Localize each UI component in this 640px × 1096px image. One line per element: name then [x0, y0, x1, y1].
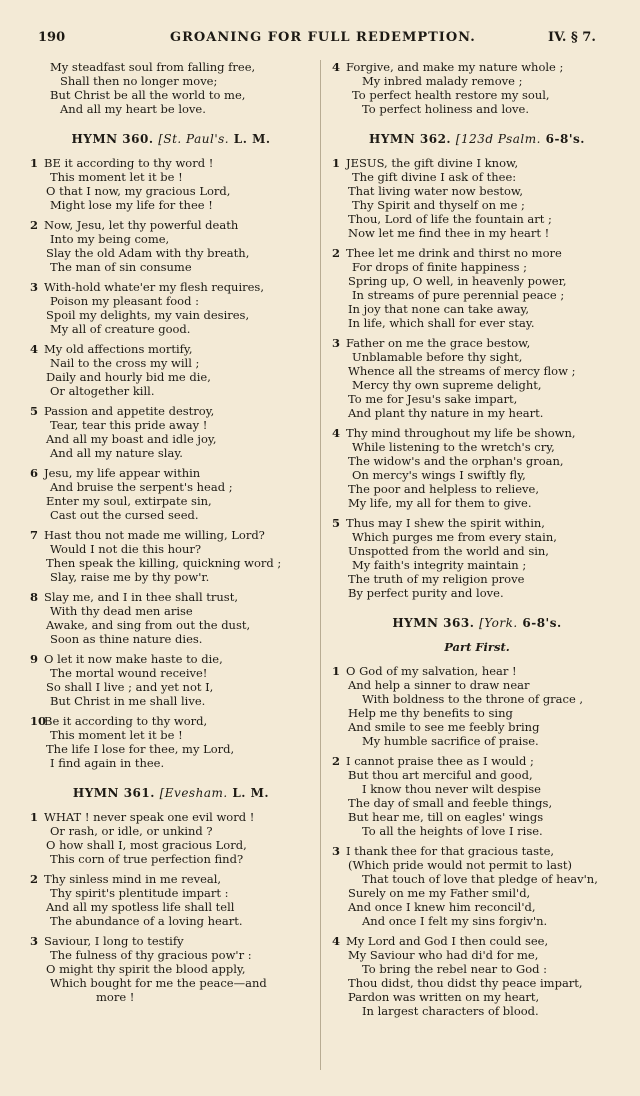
verse-line: My Lord and God I then could see,	[346, 934, 549, 948]
verse-line: In streams of pure perennial peace ;	[352, 288, 565, 302]
verse-number: 3	[30, 934, 39, 948]
verse-line: The gift divine I ask of thee:	[352, 170, 517, 184]
verse-number: 6	[30, 466, 39, 480]
page-number: 190	[38, 30, 66, 45]
verse-line: The day of small and feeble things,	[348, 796, 553, 810]
verse-number: 3	[30, 280, 39, 294]
verse-line: Or rash, or idle, or unkind ?	[50, 824, 213, 838]
verse	[30, 872, 312, 928]
verse-line: My old affections mortify,	[44, 342, 193, 356]
verse-line: JESUS, the gift divine I know,	[346, 156, 519, 170]
verse-line: The life I lose for thee, my Lord,	[46, 742, 235, 756]
verse-number: 9	[30, 652, 39, 666]
verse	[332, 664, 622, 748]
verse-line: Then speak the killing, quickning word ;	[46, 556, 282, 570]
verse-line: I find again in thee.	[50, 756, 165, 770]
verse	[30, 404, 312, 460]
verse-line: Enter my soul, extirpate sin,	[46, 494, 212, 508]
page-header	[0, 30, 640, 50]
verse	[332, 336, 622, 420]
verse-line: To perfect holiness and love.	[362, 102, 529, 116]
verse-line: And once I felt my sins forgiv'n.	[362, 914, 548, 928]
verse-number: 4	[332, 426, 341, 440]
verse-line: more !	[96, 990, 135, 1004]
verse-line: Which bought for me the peace—and	[50, 976, 267, 990]
hymn-heading	[30, 132, 312, 146]
hymn-heading	[332, 132, 622, 146]
verse-line: Thy spirit's plentitude impart :	[50, 886, 229, 900]
left-column	[30, 60, 312, 1004]
verse-line: Surely on me my Father smil'd,	[348, 886, 531, 900]
hymn-tune: [St. Paul's.	[158, 132, 230, 146]
verse-line: Thy sinless mind in me reveal,	[44, 872, 222, 886]
verse-line: The poor and helpless to relieve,	[348, 482, 539, 496]
verse	[30, 342, 312, 398]
verse-line: Or altogether kill.	[50, 384, 155, 398]
verse-line: I know thou never wilt despise	[362, 782, 541, 796]
verse-line: But Christ be all the world to me,	[50, 88, 246, 102]
hymn-number: HYMN 360.	[71, 132, 154, 146]
verse-line: With boldness to the throne of grace ,	[362, 692, 584, 706]
hymn-tune: [123d Psalm.	[455, 132, 541, 146]
verse-line: Thy mind throughout my life be shown,	[346, 426, 576, 440]
verse-number: 5	[332, 516, 341, 530]
verse-line: The truth of my religion prove	[348, 572, 525, 586]
verse-line: But hear me, till on eagles' wings	[348, 810, 544, 824]
verse-line: Hast thou not made me willing, Lord?	[44, 528, 265, 542]
verse-line: My faith's integrity maintain ;	[352, 558, 527, 572]
verse-line: Into my being come,	[50, 232, 170, 246]
verse-line: My Saviour who had di'd for me,	[348, 948, 539, 962]
verse	[30, 590, 312, 646]
verse	[332, 844, 622, 928]
verse-line: O that I now, my gracious Lord,	[46, 184, 231, 198]
verse-line: Now, Jesu, let thy powerful death	[44, 218, 239, 232]
verse-number: 4	[332, 60, 341, 74]
verse-line: But Christ in me shall live.	[50, 694, 206, 708]
verse-line: To bring the rebel near to God :	[362, 962, 548, 976]
hymn-meter: L. M.	[232, 786, 270, 800]
verse-number: 8	[30, 590, 39, 604]
verse-line: So shall I live ; and yet not I,	[46, 680, 214, 694]
verse-line: And all my heart be love.	[60, 102, 206, 116]
verse-line: Thus may I shew the spirit within,	[346, 516, 545, 530]
verse-line: Help me thy benefits to sing	[348, 706, 513, 720]
verse-line: Thy Spirit and thyself on me ;	[352, 198, 525, 212]
verse-line: This moment let it be !	[50, 170, 183, 184]
section-marker: IV. § 7.	[548, 30, 596, 45]
verse-line: For drops of finite happiness ;	[352, 260, 528, 274]
verse-line: My steadfast soul from falling free,	[50, 60, 256, 74]
verse-line: Spring up, O well, in heavenly power,	[348, 274, 567, 288]
verse-line: My life, my all for them to give.	[348, 496, 532, 510]
verse-line: To perfect health restore my soul,	[352, 88, 550, 102]
verse-line: Whence all the streams of mercy flow ;	[348, 364, 576, 378]
verse	[332, 156, 622, 240]
verse-number: 2	[30, 218, 39, 232]
verse-number: 5	[30, 404, 39, 418]
verse-line: Slay the old Adam with thy breath,	[46, 246, 250, 260]
verse-line: Thou, Lord of life the fountain art ;	[348, 212, 552, 226]
verse	[30, 652, 312, 708]
verse-number: 4	[332, 934, 341, 948]
verse-line: Passion and appetite destroy,	[44, 404, 215, 418]
verse-line: O how shall I, most gracious Lord,	[46, 838, 247, 852]
part-heading: Part First.	[444, 640, 510, 654]
verse	[332, 246, 622, 330]
hymn-meter: L. M.	[233, 132, 271, 146]
verse-line: O let it now make haste to die,	[44, 652, 223, 666]
verse-number: 2	[30, 872, 39, 886]
verse-line: Slay, raise me by thy pow'r.	[50, 570, 210, 584]
verse	[30, 156, 312, 212]
verse-line: My inbred malady remove ;	[362, 74, 523, 88]
verse-number: 1	[30, 810, 39, 824]
opening-stanza	[332, 60, 622, 116]
verse	[30, 280, 312, 336]
verse	[332, 426, 622, 510]
verse-line: (Which pride would not permit to last)	[348, 858, 572, 872]
verse-line: That touch of love that pledge of heav'n,	[362, 872, 598, 886]
verse-number: 1	[332, 664, 341, 678]
verse-line: Awake, and sing from out the dust,	[46, 618, 251, 632]
verse-line: And smile to see me feebly bring	[348, 720, 540, 734]
verse-line: With thy dead men arise	[50, 604, 193, 618]
verse-line: Unblamable before thy sight,	[352, 350, 523, 364]
verse-line: Be it according to thy word,	[44, 714, 208, 728]
verse-line: Shall then no longer move;	[60, 74, 218, 88]
verse-line: Soon as thine nature dies.	[50, 632, 203, 646]
hymn-tune: [Evesham.	[159, 786, 228, 800]
verse-line: And all my boast and idle joy,	[46, 432, 217, 446]
verse	[332, 516, 622, 600]
verse-line: Father on me the grace bestow,	[346, 336, 531, 350]
hymn-heading	[30, 786, 312, 800]
running-title: GROANING FOR FULL REDEMPTION.	[170, 30, 476, 45]
verse-line: Nail to the cross my will ;	[50, 356, 200, 370]
verse-line: BE it according to thy word !	[44, 156, 214, 170]
verse-line: And bruise the serpent's head ;	[50, 480, 233, 494]
verse-number: 4	[30, 342, 39, 356]
verse-line: Pardon was written on my heart,	[348, 990, 540, 1004]
verse-line: My all of creature good.	[50, 322, 191, 336]
verse-number: 2	[332, 754, 341, 768]
verse	[332, 934, 622, 1018]
verse	[30, 714, 312, 770]
verse-line: That living water now bestow,	[348, 184, 524, 198]
verse-line: Thou didst, thou didst thy peace impart,	[348, 976, 583, 990]
verse-line: In life, which shall for ever stay.	[348, 316, 535, 330]
verse-number: 10	[30, 714, 47, 728]
verse-line: I thank thee for that gracious taste,	[346, 844, 555, 858]
verse-line: And once I knew him reconcil'd,	[348, 900, 536, 914]
hymn-meter: 6-8's.	[545, 132, 585, 146]
verse-line: Might lose my life for thee !	[50, 198, 213, 212]
verse-line: Would I not die this hour?	[50, 542, 202, 556]
verse-line: While listening to the wretch's cry,	[352, 440, 555, 454]
verse	[30, 934, 312, 1004]
verse-line: The widow's and the orphan's groan,	[348, 454, 564, 468]
verse-line: The abundance of a loving heart.	[50, 914, 243, 928]
verse-line: My humble sacrifice of praise.	[362, 734, 539, 748]
verse-line: On mercy's wings I swiftly fly,	[352, 468, 526, 482]
verse-number: 1	[332, 156, 341, 170]
verse-line: Jesu, my life appear within	[44, 466, 201, 480]
verse-line: In joy that none can take away,	[348, 302, 530, 316]
verse-line: By perfect purity and love.	[348, 586, 504, 600]
hymn-heading	[332, 616, 622, 630]
verse-line: And plant thy nature in my heart.	[348, 406, 544, 420]
verse-line: The mortal wound receive!	[50, 666, 208, 680]
verse-line: Cast out the cursed seed.	[50, 508, 199, 522]
verse-line: The man of sin consume	[50, 260, 192, 274]
verse-line: Daily and hourly bid me die,	[46, 370, 211, 384]
verse-line: Now let me find thee in my heart !	[348, 226, 550, 240]
hymn-number: HYMN 362.	[369, 132, 452, 146]
hymn-meter: 6-8's.	[522, 616, 562, 630]
verse-line: O might thy spirit the blood apply,	[46, 962, 246, 976]
verse-line: Slay me, and I in thee shall trust,	[44, 590, 238, 604]
verse-line: Mercy thy own supreme delight,	[352, 378, 542, 392]
column-divider	[320, 60, 321, 1070]
verse-line: Saviour, I long to testify	[44, 934, 184, 948]
verse	[30, 528, 312, 584]
opening-stanza	[30, 60, 312, 116]
verse-line: O God of my salvation, hear !	[346, 664, 517, 678]
verse-line: And all my nature slay.	[50, 446, 183, 460]
verse-line: In largest characters of blood.	[362, 1004, 539, 1018]
verse-line: The fulness of thy gracious pow'r :	[50, 948, 252, 962]
verse-line: Thee let me drink and thirst no more	[346, 246, 562, 260]
hymn-number: HYMN 361.	[72, 786, 155, 800]
verse-line: And help a sinner to draw near	[348, 678, 530, 692]
verse-line: WHAT ! never speak one evil word !	[44, 810, 255, 824]
verse-number: 1	[30, 156, 39, 170]
hymn-number: HYMN 363.	[392, 616, 475, 630]
verse-line: Tear, tear this pride away !	[50, 418, 208, 432]
verse	[30, 810, 312, 866]
verse-number: 7	[30, 528, 39, 542]
verse	[30, 218, 312, 274]
hymn-tune: [York.	[479, 616, 518, 630]
verse-line: To all the heights of love I rise.	[362, 824, 543, 838]
verse-line: To me for Jesu's sake impart,	[348, 392, 518, 406]
verse	[332, 754, 622, 838]
verse-line: Spoil my delights, my vain desires,	[46, 308, 250, 322]
verse-number: 2	[332, 246, 341, 260]
right-column	[332, 60, 622, 1018]
verse-line: Forgive, and make my nature whole ;	[346, 60, 564, 74]
verse	[30, 466, 312, 522]
verse-number: 3	[332, 336, 341, 350]
verse-line: Unspotted from the world and sin,	[348, 544, 549, 558]
verse-number: 3	[332, 844, 341, 858]
verse-line: And all my spotless life shall tell	[46, 900, 235, 914]
verse-line: Poison my pleasant food :	[50, 294, 199, 308]
verse-line: But thou art merciful and good,	[348, 768, 533, 782]
verse-line: Which purges me from every stain,	[352, 530, 557, 544]
verse-line: With-hold whate'er my flesh requires,	[44, 280, 264, 294]
verse-line: This moment let it be !	[50, 728, 183, 742]
verse-line: I cannot praise thee as I would ;	[346, 754, 534, 768]
verse-line: This corn of true perfection find?	[50, 852, 244, 866]
